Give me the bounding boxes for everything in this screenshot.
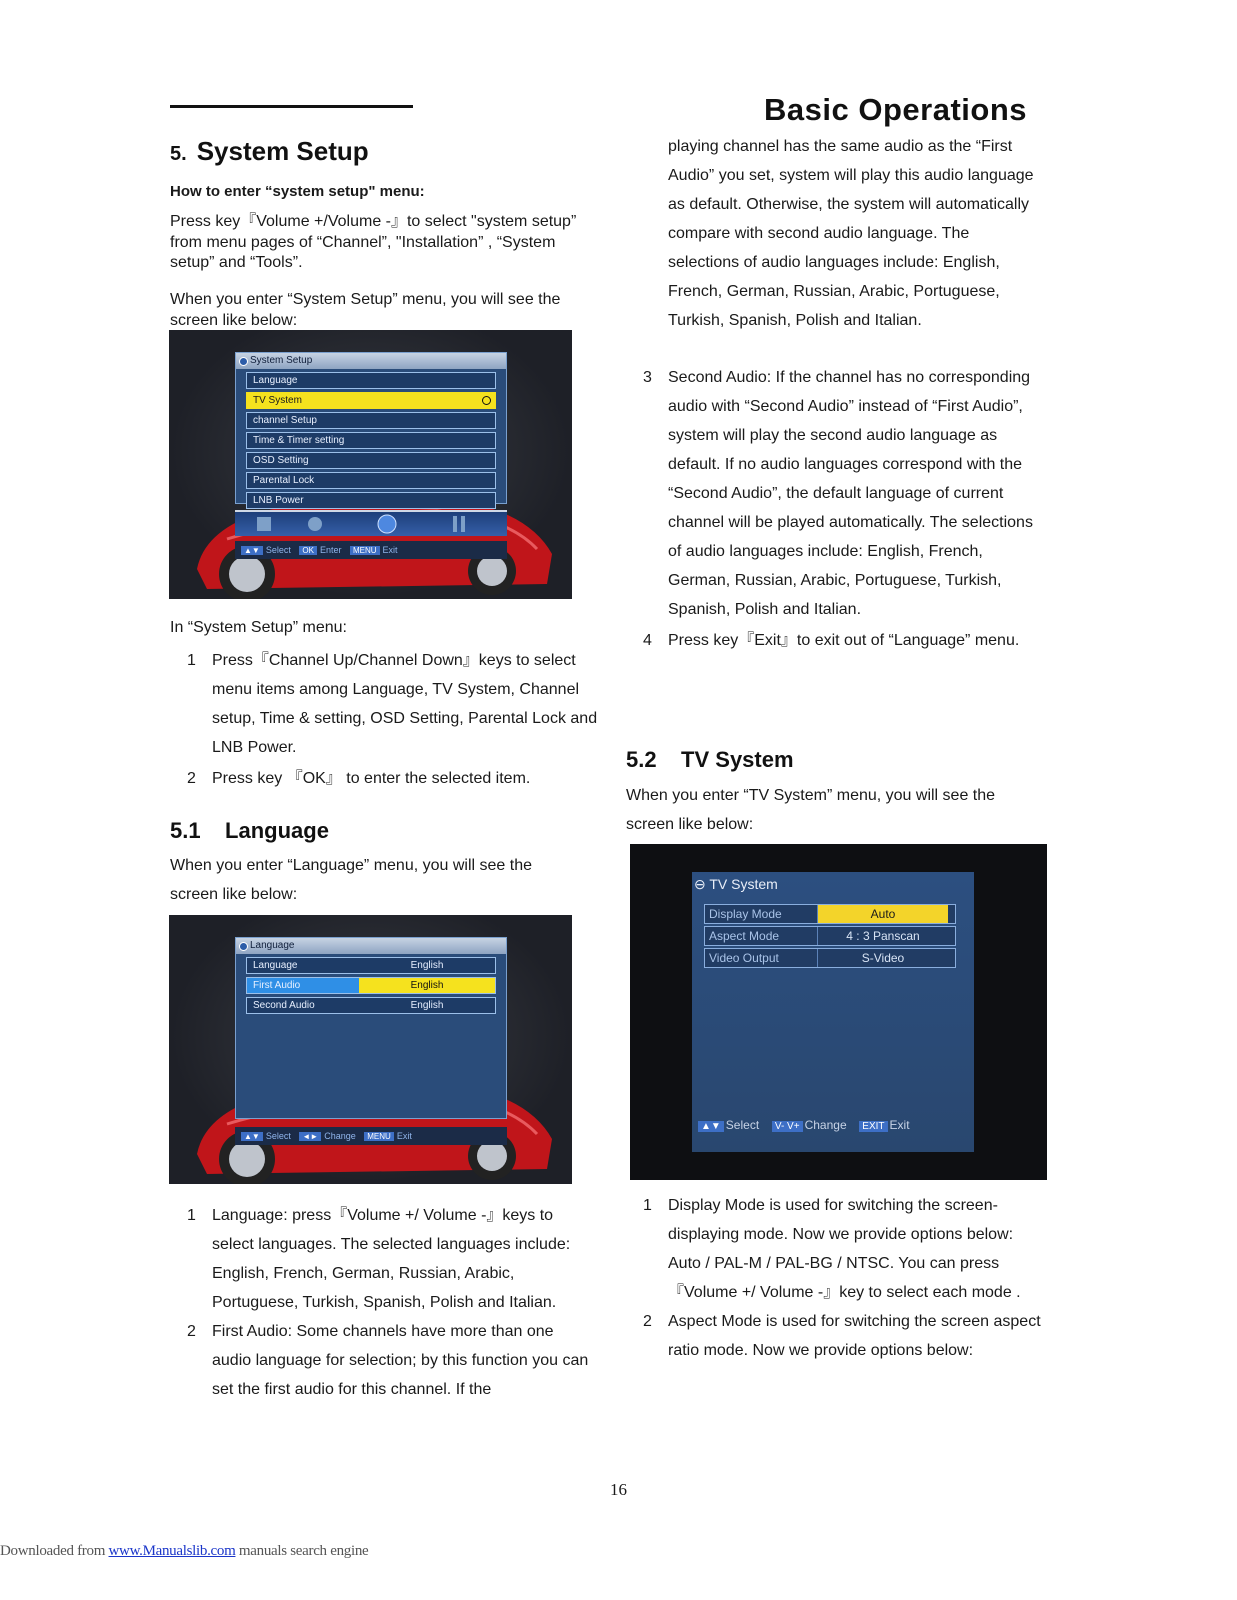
system-setup-screenshot xyxy=(169,330,572,599)
enter-text: When you enter “System Setup” menu, you will see the screen like below: xyxy=(170,291,561,329)
menu-item-parental-lock: Parental Lock xyxy=(246,472,496,489)
setup-steps xyxy=(170,646,600,793)
category-icon-bar xyxy=(235,510,507,536)
menu-item-tv-system: TV System xyxy=(246,392,496,409)
step-item: 1 Language: press『Volume +/ Volume -』keys to select languages. The selected languages include: English, French, German, Russian, Arabic, Portuguese, Turkish, Spanish, Polish and Italian. xyxy=(187,1207,571,1311)
step-item: 1 Press『Channel Up/Channel Down』keys to select menu items among Language, TV System, Channel setup, Time & setting, OSD Setting, Parental Lock and LNB Power. xyxy=(187,652,598,756)
status-bar: ▲▼ Select OK Enter MENU Exit xyxy=(235,541,507,559)
row-aspect-mode: Aspect Mode 4 : 3 Panscan xyxy=(704,926,956,946)
panel-title: System Setup xyxy=(250,355,313,366)
how-to-text: Press key『Volume +/Volume -』to select "system setup” from menu pages of “Channel”, "Installation” , “System setup” and “Tools”. xyxy=(170,213,577,271)
menu-dot-icon xyxy=(239,942,248,951)
menu-item-language: Language xyxy=(246,372,496,389)
subsection-language-heading: 5.1 Language xyxy=(170,818,329,843)
language-steps-right xyxy=(626,363,1043,655)
panel-title: ⊖ TV System xyxy=(694,876,778,892)
row-second-audio: Second Audio English xyxy=(246,997,496,1014)
subsection-tv-system-heading: 5.2 TV System xyxy=(626,747,794,772)
page-number: 16 xyxy=(610,1480,627,1499)
chapter-title: Basic Operations xyxy=(764,92,1027,127)
step-item: 2 First Audio: Some channels have more than one audio language for selection; by this function you can set the first audio for this channel. If the xyxy=(187,1323,589,1398)
menu-item-channel-setup: channel Setup xyxy=(246,412,496,429)
selected-radio-icon xyxy=(482,396,491,405)
lang-enter-text: When you enter “Language” menu, you will see the screen like below: xyxy=(170,857,532,903)
row-display-mode: Display Mode Auto xyxy=(704,904,956,924)
step-item: 2 Aspect Mode is used for switching the screen aspect ratio mode. Now we provide options below: xyxy=(643,1313,1041,1359)
tv-system-screenshot xyxy=(630,844,1047,1180)
in-menu-text: In “System Setup” menu: xyxy=(170,619,347,636)
manualslib-link[interactable]: www.Manualslib.com xyxy=(108,1543,236,1559)
tv-steps xyxy=(626,1191,1046,1365)
row-video-output: Video Output S-Video xyxy=(704,948,956,968)
status-bar: ▲▼ Select ◄► Change MENU Exit xyxy=(235,1127,507,1145)
tv-enter-text: When you enter “TV System” menu, you will see the screen like below: xyxy=(626,787,996,833)
menu-item-lnb-power: LNB Power xyxy=(246,492,496,509)
system-setup-panel xyxy=(235,352,507,504)
step-item: 3 Second Audio: If the channel has no corresponding audio with “Second Audio” instead of “First Audio”, system will play the second audio language as default. If no audio languages correspond with the “Second Audio”, the default language of current channel will be played automatically. The selections of audio languages include: English, French, German, Russian, Arabic, Portuguese, Turkish, Spanish, Polish and Italian. xyxy=(643,369,1033,618)
download-footer: Downloaded from www.Manualslib.com manuals search engine xyxy=(0,1543,369,1559)
section-number: 5. xyxy=(170,143,187,165)
panel-title: Language xyxy=(250,940,295,951)
row-first-audio: First Audio English xyxy=(246,977,496,994)
header-rule xyxy=(170,105,413,108)
language-screenshot xyxy=(169,915,572,1184)
category-icons xyxy=(235,512,507,536)
step-item: 4 Press key『Exit』to exit out of “Language” menu. xyxy=(643,632,1020,649)
menu-item-time-timer: Time & Timer setting xyxy=(246,432,496,449)
language-panel xyxy=(235,937,507,1119)
section-heading xyxy=(170,136,369,167)
row-language: Language English xyxy=(246,957,496,974)
step-item: 2 Press key 『OK』 to enter the selected item. xyxy=(187,770,531,787)
continued-text: playing channel has the same audio as the “First Audio” you set, system will play this audio language as default. Otherwise, the system will automatically compare with second audio language. The selections of audio languages include: English, French, German, Russian, Arabic, Portuguese, Turkish, Spanish, Polish and Italian. xyxy=(668,138,1034,329)
language-steps-left xyxy=(170,1201,590,1404)
how-to-heading: How to enter “system setup" menu: xyxy=(170,183,425,200)
status-bar: ▲▼ Select V- V+ Change EXIT Exit xyxy=(692,1118,910,1132)
section-title: System Setup xyxy=(196,136,369,166)
step-item: 1 Display Mode is used for switching the screen-displaying mode. Now we provide options below: Auto / PAL-M / PAL-BG / NTSC. You can press『Volume +/ Volume -』key to select each mode . xyxy=(643,1197,1021,1301)
menu-dot-icon xyxy=(239,357,248,366)
menu-item-osd: OSD Setting xyxy=(246,452,496,469)
